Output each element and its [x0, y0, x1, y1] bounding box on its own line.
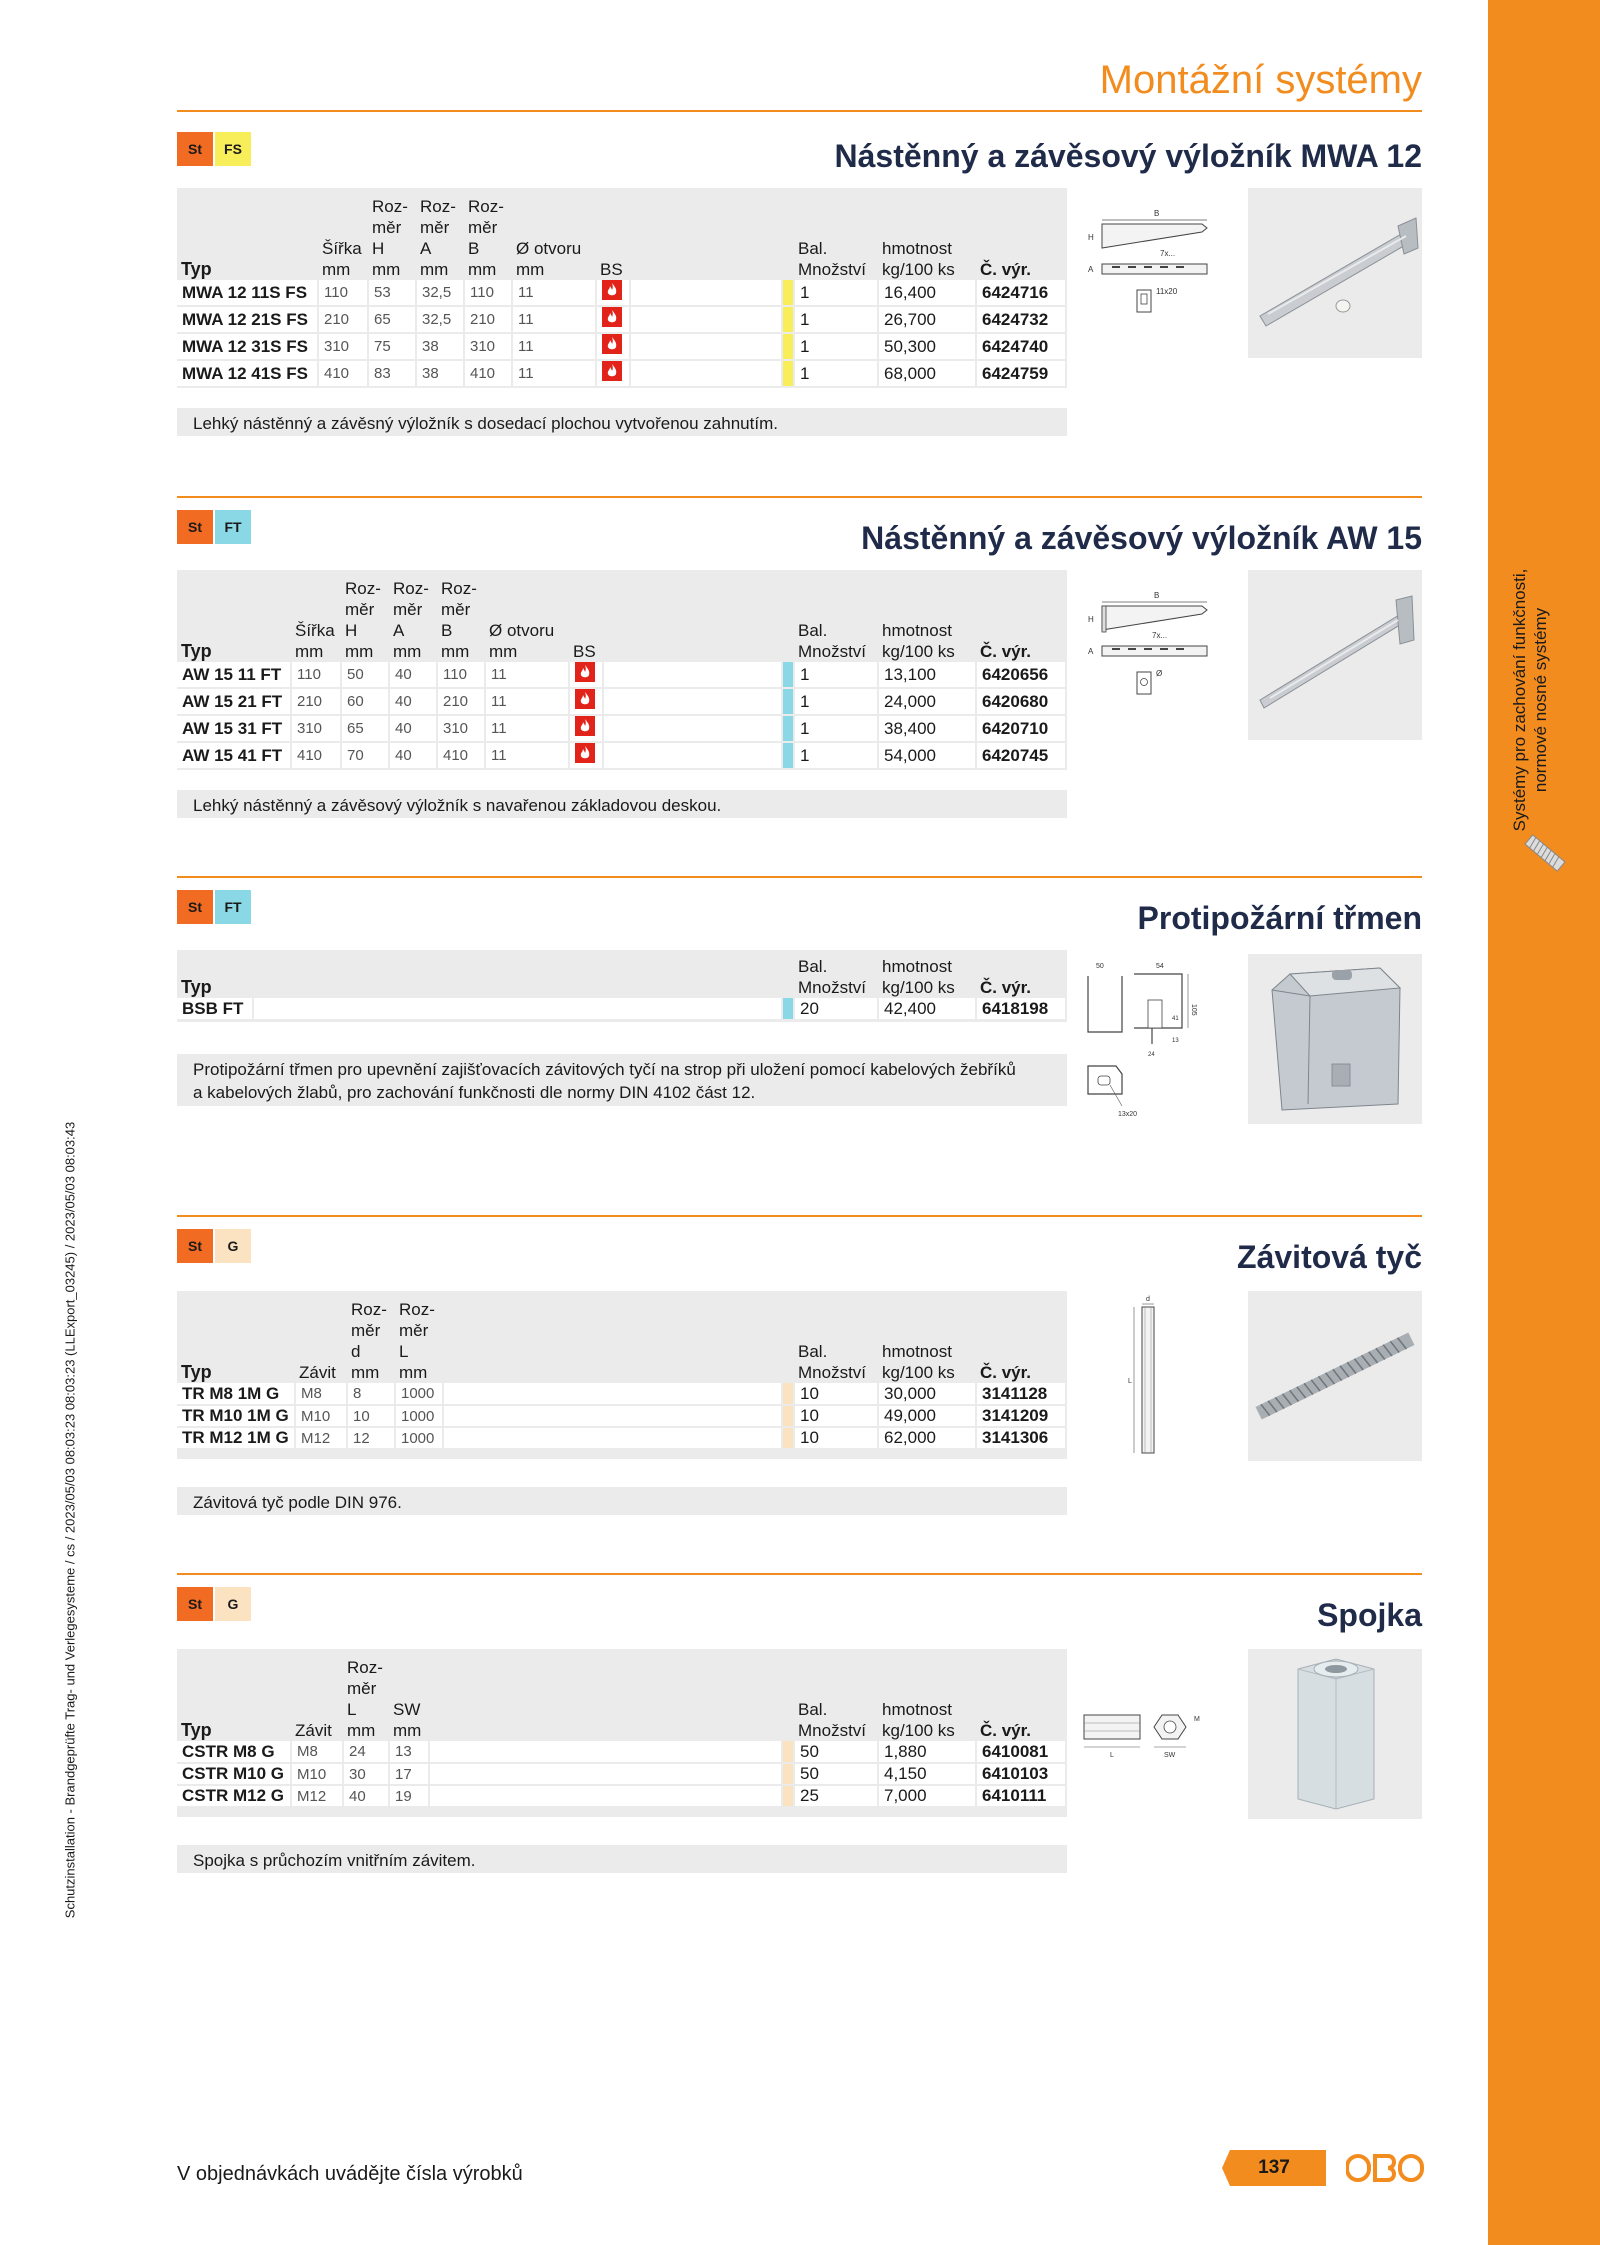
table-row: TR M10 1M G M10 10 1000 10 49,000 3141209 — [177, 1405, 1066, 1427]
product-description: Spojka s průchozím vnitřním závitem. — [177, 1845, 1067, 1873]
col-typ: Typ — [181, 1362, 212, 1382]
fire-icon — [596, 280, 630, 306]
technical-drawing — [1082, 198, 1212, 348]
svg-text:105: 105 — [1190, 1004, 1197, 1016]
badge-g: G — [215, 1229, 251, 1263]
product-photo — [1248, 1649, 1422, 1819]
table-row: BSB FT 20 42,400 6418198 — [177, 998, 1066, 1020]
badge-st: St — [177, 132, 213, 166]
ft-stripe — [782, 998, 794, 1020]
technical-drawing — [1082, 1703, 1212, 1773]
svg-text:7x...: 7x... — [1160, 249, 1176, 258]
technical-drawing — [1082, 1291, 1212, 1461]
product-table — [177, 950, 1067, 1022]
badge-fs: FS — [215, 132, 251, 166]
technical-drawing — [1082, 580, 1212, 730]
section-title: Spojka — [1317, 1597, 1422, 1633]
col-hmotnost: hmotnost kg/100 ks — [882, 239, 955, 279]
svg-text:L: L — [1110, 1752, 1114, 1759]
section-divider — [177, 1215, 1422, 1217]
section-title: Nástěnný a závěsový výložník AW 15 — [861, 520, 1422, 556]
ft-stripe — [782, 742, 794, 769]
col-bal: Bal. Množství — [798, 239, 867, 279]
table-row: AW 15 21 FT 210 60 40 210 11 1 24,000 6420680 — [177, 688, 1066, 715]
col-a: Roz- měr A mm — [393, 579, 429, 661]
badge-st: St — [177, 1229, 213, 1263]
col-typ: Typ — [181, 641, 212, 661]
table-row: AW 15 31 FT 310 65 40 310 11 1 38,400 6420710 — [177, 715, 1066, 742]
col-gap — [630, 188, 782, 280]
g-stripe — [782, 1405, 794, 1427]
fire-icon — [569, 742, 603, 769]
material-badges — [177, 1229, 251, 1263]
col-hmotnost: hmotnost kg/100 ks — [882, 957, 955, 997]
ft-stripe — [782, 688, 794, 715]
svg-text:A: A — [1088, 647, 1094, 656]
product-table — [177, 188, 1067, 383]
product-description: Lehký nástěnný a závěsný výložník s dosedací plochou vytvořenou zahnutím. — [177, 408, 1067, 436]
material-badges — [177, 890, 251, 924]
product-photo — [1248, 1291, 1422, 1461]
svg-text:7x...: 7x... — [1152, 631, 1168, 640]
col-gap — [603, 570, 782, 662]
col-gap — [253, 950, 782, 998]
product-photo — [1248, 954, 1422, 1124]
section-mwa12 — [177, 118, 1422, 448]
col-sw: SW mm — [393, 1700, 422, 1740]
table-row: MWA 12 11S FS 110 53 32,5 110 11 1 16,400 6424716 — [177, 280, 1066, 306]
page-header-title: Montážní systémy — [1099, 58, 1422, 102]
col-typ: Typ — [181, 259, 212, 279]
header-divider — [177, 110, 1422, 112]
col-cv: Č. výr. — [980, 260, 1032, 279]
badge-ft: FT — [215, 510, 251, 544]
col-typ: Typ — [181, 977, 212, 997]
col-zavit: Závit — [299, 1363, 336, 1382]
col-cv: Č. výr. — [980, 642, 1032, 661]
col-bal: Bal. Množství — [798, 1342, 867, 1382]
col-zavit: Závit — [295, 1721, 332, 1740]
badge-g: G — [215, 1587, 251, 1621]
fire-icon — [596, 306, 630, 333]
col-b: Roz- měr B mm — [468, 197, 504, 279]
col-otvor: Ø otvoru mm — [516, 239, 582, 279]
svg-text:13x20: 13x20 — [1118, 1111, 1138, 1118]
col-bal: Bal. Množství — [798, 957, 867, 997]
svg-text:41: 41 — [1172, 1016, 1179, 1022]
svg-text:B: B — [1154, 591, 1160, 600]
ft-stripe — [782, 662, 794, 688]
col-hmotnost: hmotnost kg/100 ks — [882, 1700, 955, 1740]
badge-st: St — [177, 510, 213, 544]
col-hmotnost: hmotnost kg/100 ks — [882, 621, 955, 661]
table-row: CSTR M10 G M10 30 17 50 4,150 6410103 — [177, 1763, 1066, 1785]
section-title: Protipožární třmen — [1137, 900, 1422, 936]
fire-icon — [569, 688, 603, 715]
table-row: AW 15 11 FT 110 50 40 110 11 1 13,100 6420656 — [177, 662, 1066, 688]
svg-text:Ø: Ø — [1156, 669, 1163, 678]
product-description: Lehký nástěnný a závěsový výložník s navařenou základovou deskou. — [177, 790, 1067, 818]
col-hmotnost: hmotnost kg/100 ks — [882, 1342, 955, 1382]
fs-stripe — [782, 360, 794, 387]
product-description: Protipožární třmen pro upevnění zajišťovacích závitových tyčí na strop při uložení pomocí kabelových žebříků a kabelových žlabů, pro zachování funkčnosti dle normy DIN 4102 část 12. — [177, 1054, 1067, 1106]
table-row: MWA 12 41S FS 410 83 38 410 11 1 68,000 6424759 — [177, 360, 1066, 387]
table-row: MWA 12 31S FS 310 75 38 310 11 1 50,300 6424740 — [177, 333, 1066, 360]
svg-text:H: H — [1088, 615, 1094, 624]
col-gap — [429, 1649, 782, 1741]
material-badges — [177, 510, 251, 544]
col-sirka: Šířka mm — [322, 239, 362, 279]
section-divider — [177, 496, 1422, 498]
col-gap — [443, 1291, 782, 1383]
g-stripe — [782, 1763, 794, 1785]
col-h: Roz- měr H mm — [372, 197, 408, 279]
fs-stripe — [782, 333, 794, 360]
svg-text:SW: SW — [1164, 1752, 1176, 1759]
svg-text:11x20: 11x20 — [1156, 287, 1178, 296]
ft-stripe — [782, 715, 794, 742]
section-divider — [177, 876, 1422, 878]
col-a: Roz- měr A mm — [420, 197, 456, 279]
product-photo — [1248, 188, 1422, 358]
material-badges — [177, 1587, 251, 1621]
side-category-label: Systémy pro zachování funkčnosti, normové nosné systémy — [1510, 568, 1550, 832]
svg-text:L: L — [1128, 1378, 1132, 1385]
g-stripe — [782, 1383, 794, 1405]
table-row: CSTR M8 G M8 24 13 50 1,880 6410081 — [177, 1741, 1066, 1763]
product-table — [177, 1649, 1067, 1817]
page-number: 137 — [1222, 2150, 1326, 2186]
fire-icon — [596, 360, 630, 387]
table-row: CSTR M12 G M12 40 19 25 7,000 6410111 — [177, 1785, 1066, 1807]
g-stripe — [782, 1741, 794, 1763]
svg-text:B: B — [1154, 209, 1160, 218]
section-title: Závitová tyč — [1237, 1239, 1422, 1275]
col-otvor: Ø otvoru mm — [489, 621, 555, 661]
svg-text:d: d — [1146, 1296, 1150, 1303]
badge-st: St — [177, 890, 213, 924]
col-typ: Typ — [181, 1720, 212, 1740]
product-table — [177, 570, 1067, 765]
fire-icon — [569, 662, 603, 688]
product-table — [177, 1291, 1067, 1459]
svg-text:A: A — [1088, 265, 1094, 274]
col-l: Roz- měr L mm — [399, 1300, 435, 1382]
col-cv: Č. výr. — [980, 1363, 1032, 1382]
footer-note: V objednávkách uvádějte čísla výrobků — [177, 2163, 523, 2185]
table-row: AW 15 41 FT 410 70 40 410 11 1 54,000 6420745 — [177, 742, 1066, 769]
col-d: Roz- měr d mm — [351, 1300, 387, 1382]
col-cv: Č. výr. — [980, 978, 1032, 997]
threaded-rod-icon — [1522, 830, 1568, 876]
svg-text:M: M — [1194, 1716, 1200, 1723]
svg-text:50: 50 — [1096, 963, 1104, 970]
fs-stripe — [782, 306, 794, 333]
obo-logo — [1346, 2153, 1424, 2183]
col-bs: BS — [600, 260, 623, 279]
section-coupler — [177, 1573, 1422, 1933]
section-aw15 — [177, 496, 1422, 826]
svg-text:54: 54 — [1156, 963, 1164, 970]
fire-icon — [596, 333, 630, 360]
g-stripe — [782, 1427, 794, 1449]
col-bal: Bal. Množství — [798, 621, 867, 661]
product-photo — [1248, 570, 1422, 740]
svg-text:13: 13 — [1172, 1038, 1179, 1044]
badge-ft: FT — [215, 890, 251, 924]
badge-st: St — [177, 1587, 213, 1621]
section-title: Nástěnný a závěsový výložník MWA 12 — [834, 138, 1422, 174]
side-accent-bar — [1488, 0, 1600, 2245]
section-bsb — [177, 876, 1422, 1136]
col-bs: BS — [573, 642, 596, 661]
section-divider — [177, 1573, 1422, 1575]
svg-text:H: H — [1088, 233, 1094, 242]
technical-drawing — [1082, 960, 1212, 1130]
col-sirka: Šířka mm — [295, 621, 335, 661]
table-row: MWA 12 21S FS 210 65 32,5 210 11 1 26,700 6424732 — [177, 306, 1066, 333]
col-b: Roz- měr B mm — [441, 579, 477, 661]
table-row: TR M12 1M G M12 12 1000 10 62,000 3141306 — [177, 1427, 1066, 1449]
product-description: Závitová tyč podle DIN 976. — [177, 1487, 1067, 1515]
table-row: TR M8 1M G M8 8 1000 10 30,000 3141128 — [177, 1383, 1066, 1405]
g-stripe — [782, 1785, 794, 1807]
col-bal: Bal. Množství — [798, 1700, 867, 1740]
material-badges — [177, 132, 251, 166]
export-metadata-text: Schutzinstallation - Brandgeprüfte Trag- und Verlegesysteme / cs / 2023/05/03 08:03:23 08:03:23 (LLExport_03245) / 2023/05/03 08:03:43 — [62, 1121, 78, 1919]
col-h: Roz- měr H mm — [345, 579, 381, 661]
col-l: Roz- měr L mm — [347, 1658, 383, 1740]
col-cv: Č. výr. — [980, 1721, 1032, 1740]
fs-stripe — [782, 280, 794, 306]
fire-icon — [569, 715, 603, 742]
section-threaded-rod — [177, 1215, 1422, 1525]
svg-text:24: 24 — [1148, 1052, 1155, 1058]
